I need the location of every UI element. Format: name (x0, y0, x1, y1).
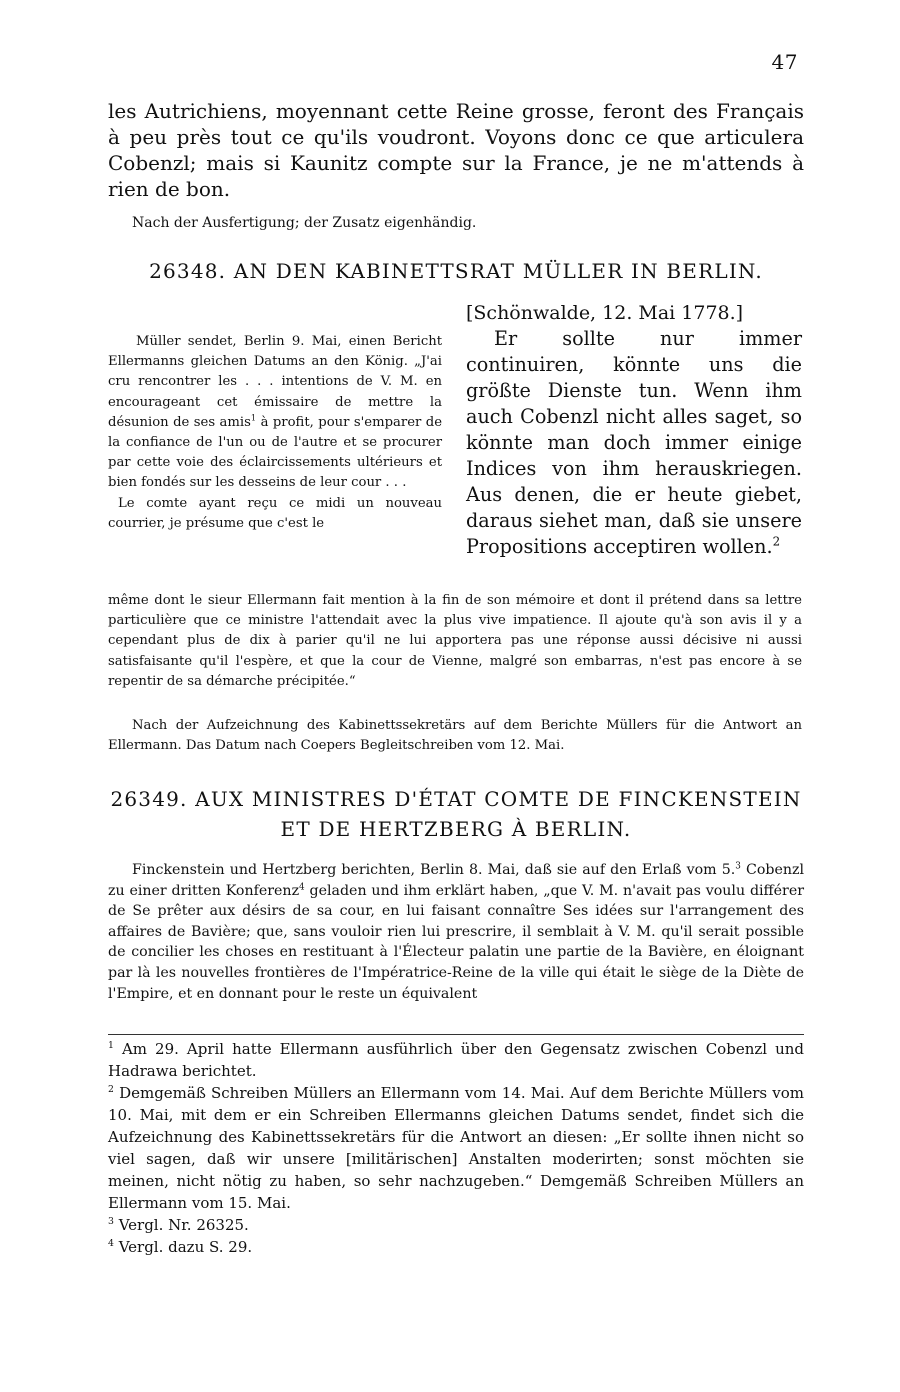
page-number: 47 (771, 50, 798, 74)
footnote-text: Am 29. April hatte Ellermann ausführlich über den Gegensatz zwischen Cobenzl und Hadrawa berichtet. (108, 1040, 804, 1080)
footnote-ref-2: 2 (772, 534, 781, 549)
summary-text-2: à profit, pour s'emparer de la confiance de l'un ou de l'autre et se procurer par cette voie des éclaircissements ultérieurs et bien fondés sur les desseins de leur cour . . . (108, 414, 442, 491)
footnote-mark: 1 (108, 1040, 114, 1051)
top-source-note: Nach der Ausfertigung; der Zusatz eigenhändig. (132, 215, 477, 231)
footnotes (108, 1038, 804, 1258)
section2-text-b: Cobenzl zu einer dritten Konferenz (108, 862, 804, 899)
section-heading-line-2: ET DE HERTZBERG À BERLIN. (280, 817, 632, 841)
letter-body-text: Er sollte nur immer continuiren, könnte uns die größte Dienste tun. Wenn ihm auch Cobenzl nicht alles saget, so könnte man doch immer einige Indices von ihm herauskriegen. Aus denen, die er heute giebet, daraus siehet man, daß sie unsere Propositions acceptiren wollen. (466, 327, 802, 558)
letter-date: [Schönwalde, 12. Mai 1778.] (466, 302, 744, 324)
section-heading-26349 (108, 784, 804, 844)
summary-text-1: Müller sendet, Berlin 9. Mai, einen Bericht Ellermanns gleichen Datums an den König. „J'ai cru rencontrer les . . . intentions de V. M. en encourageant cet émissaire de mettre la désunion de ses amis (108, 334, 442, 430)
footnote-1 (108, 1038, 804, 1082)
footnote-4 (108, 1236, 804, 1258)
footnote-text: Vergl. dazu S. 29. (118, 1238, 253, 1256)
top-paragraph: les Autrichiens, moyennant cette Reine grosse, feront des Français à peu près tout ce qu'ils voudront. Voyons donc ce que articulera Cobenzl; mais si Kaunitz compte sur la France, je ne m'attends à rien de bon. (108, 99, 804, 201)
summary-text-full: même dont le sieur Ellermann fait mention à la fin de son mémoire et dont il prétend dans sa lettre particulière que ce ministre l'attendait avec la plus vive impatience. Il ajoute qu'à son avis il y a cependant plus de dix à parier qu'il ne lui apportera pas une réponse aussi décisive ni aussi satisfaisante qu'il l'espère, et que la cour de Vienne, malgré son embarras, n'est pas encore à se repentir de sa démarche précipitée.“ (108, 593, 802, 689)
section2-text-a: Finckenstein und Hertzberg berichten, Berlin 8. Mai, daß sie auf den Erlaß vom 5. (132, 862, 736, 878)
footnote-text: Vergl. Nr. 26325. (118, 1216, 249, 1234)
footnote-ref-1: 1 (250, 412, 257, 423)
footnote-mark: 2 (108, 1084, 114, 1095)
footnote-2 (108, 1082, 804, 1214)
footnote-ref-3: 3 (735, 861, 741, 872)
section-heading-26348: 26348. AN DEN KABINETTSRAT MÜLLER IN BERLIN. (149, 259, 763, 283)
footnote-mark: 4 (108, 1238, 114, 1249)
footnote-mark: 3 (108, 1216, 114, 1227)
footnote-text: Demgemäß Schreiben Müllers an Ellermann vom 14. Mai. Auf dem Berichte Müllers vom 10. Mai, mit dem er ein Schreiben Ellermanns gleichen Datums sendet, findet sich die Aufzeichnung des Kabinettssekretärs für die Antwort an diesen: „Er sollte ihnen nicht so viel sagen, daß wir unsere [militärischen] Anstalten moderirten; sonst möchten sie meinen, nicht nötig zu haben, so sehr nachzugeben.“ Demgemäß Schreiben Müllers an Ellermann vom 15. Mai. (108, 1084, 804, 1212)
footnote-divider (108, 1034, 804, 1035)
section1-source-note: Nach der Aufzeichnung des Kabinettssekretärs auf dem Berichte Müllers für die Antwort an Ellermann. Das Datum nach Coepers Begleitschreiben vom 12. Mai. (108, 718, 802, 754)
summary-text-left (108, 332, 442, 534)
section-heading-line-1: 26349. AUX MINISTRES D'ÉTAT COMTE DE FINCKENSTEIN (110, 787, 802, 811)
letter-body (466, 326, 802, 560)
letter-text-26348 (466, 300, 802, 560)
footnote-3 (108, 1214, 804, 1236)
summary-paragraph-2: Le comte ayant reçu ce midi un nouveau courrier, je présume que c'est le (108, 495, 442, 531)
section2-summary (108, 860, 804, 1004)
footnote-ref-4: 4 (299, 881, 305, 892)
section2-text-c: geladen und ihm erklärt haben, „que V. M. n'avait pas voulu différer de Se prêter aux désirs de sa cour, en lui faisant connaître Ses idées sur l'arrangement des affaires de Bavière; que, sans vouloir rien lui prescrire, il semblait à V. M. qu'il serait possible de concilier les choses en restituant à l'Électeur palatin une partie de la Bavière, en éloignant par là les nouvelles frontières de l'Impératrice-Reine de la ville qui était le siège de la Diète de l'Empire, et en donnant pour le reste un équivalent (108, 882, 804, 1002)
summary-paragraph-1 (108, 332, 442, 494)
